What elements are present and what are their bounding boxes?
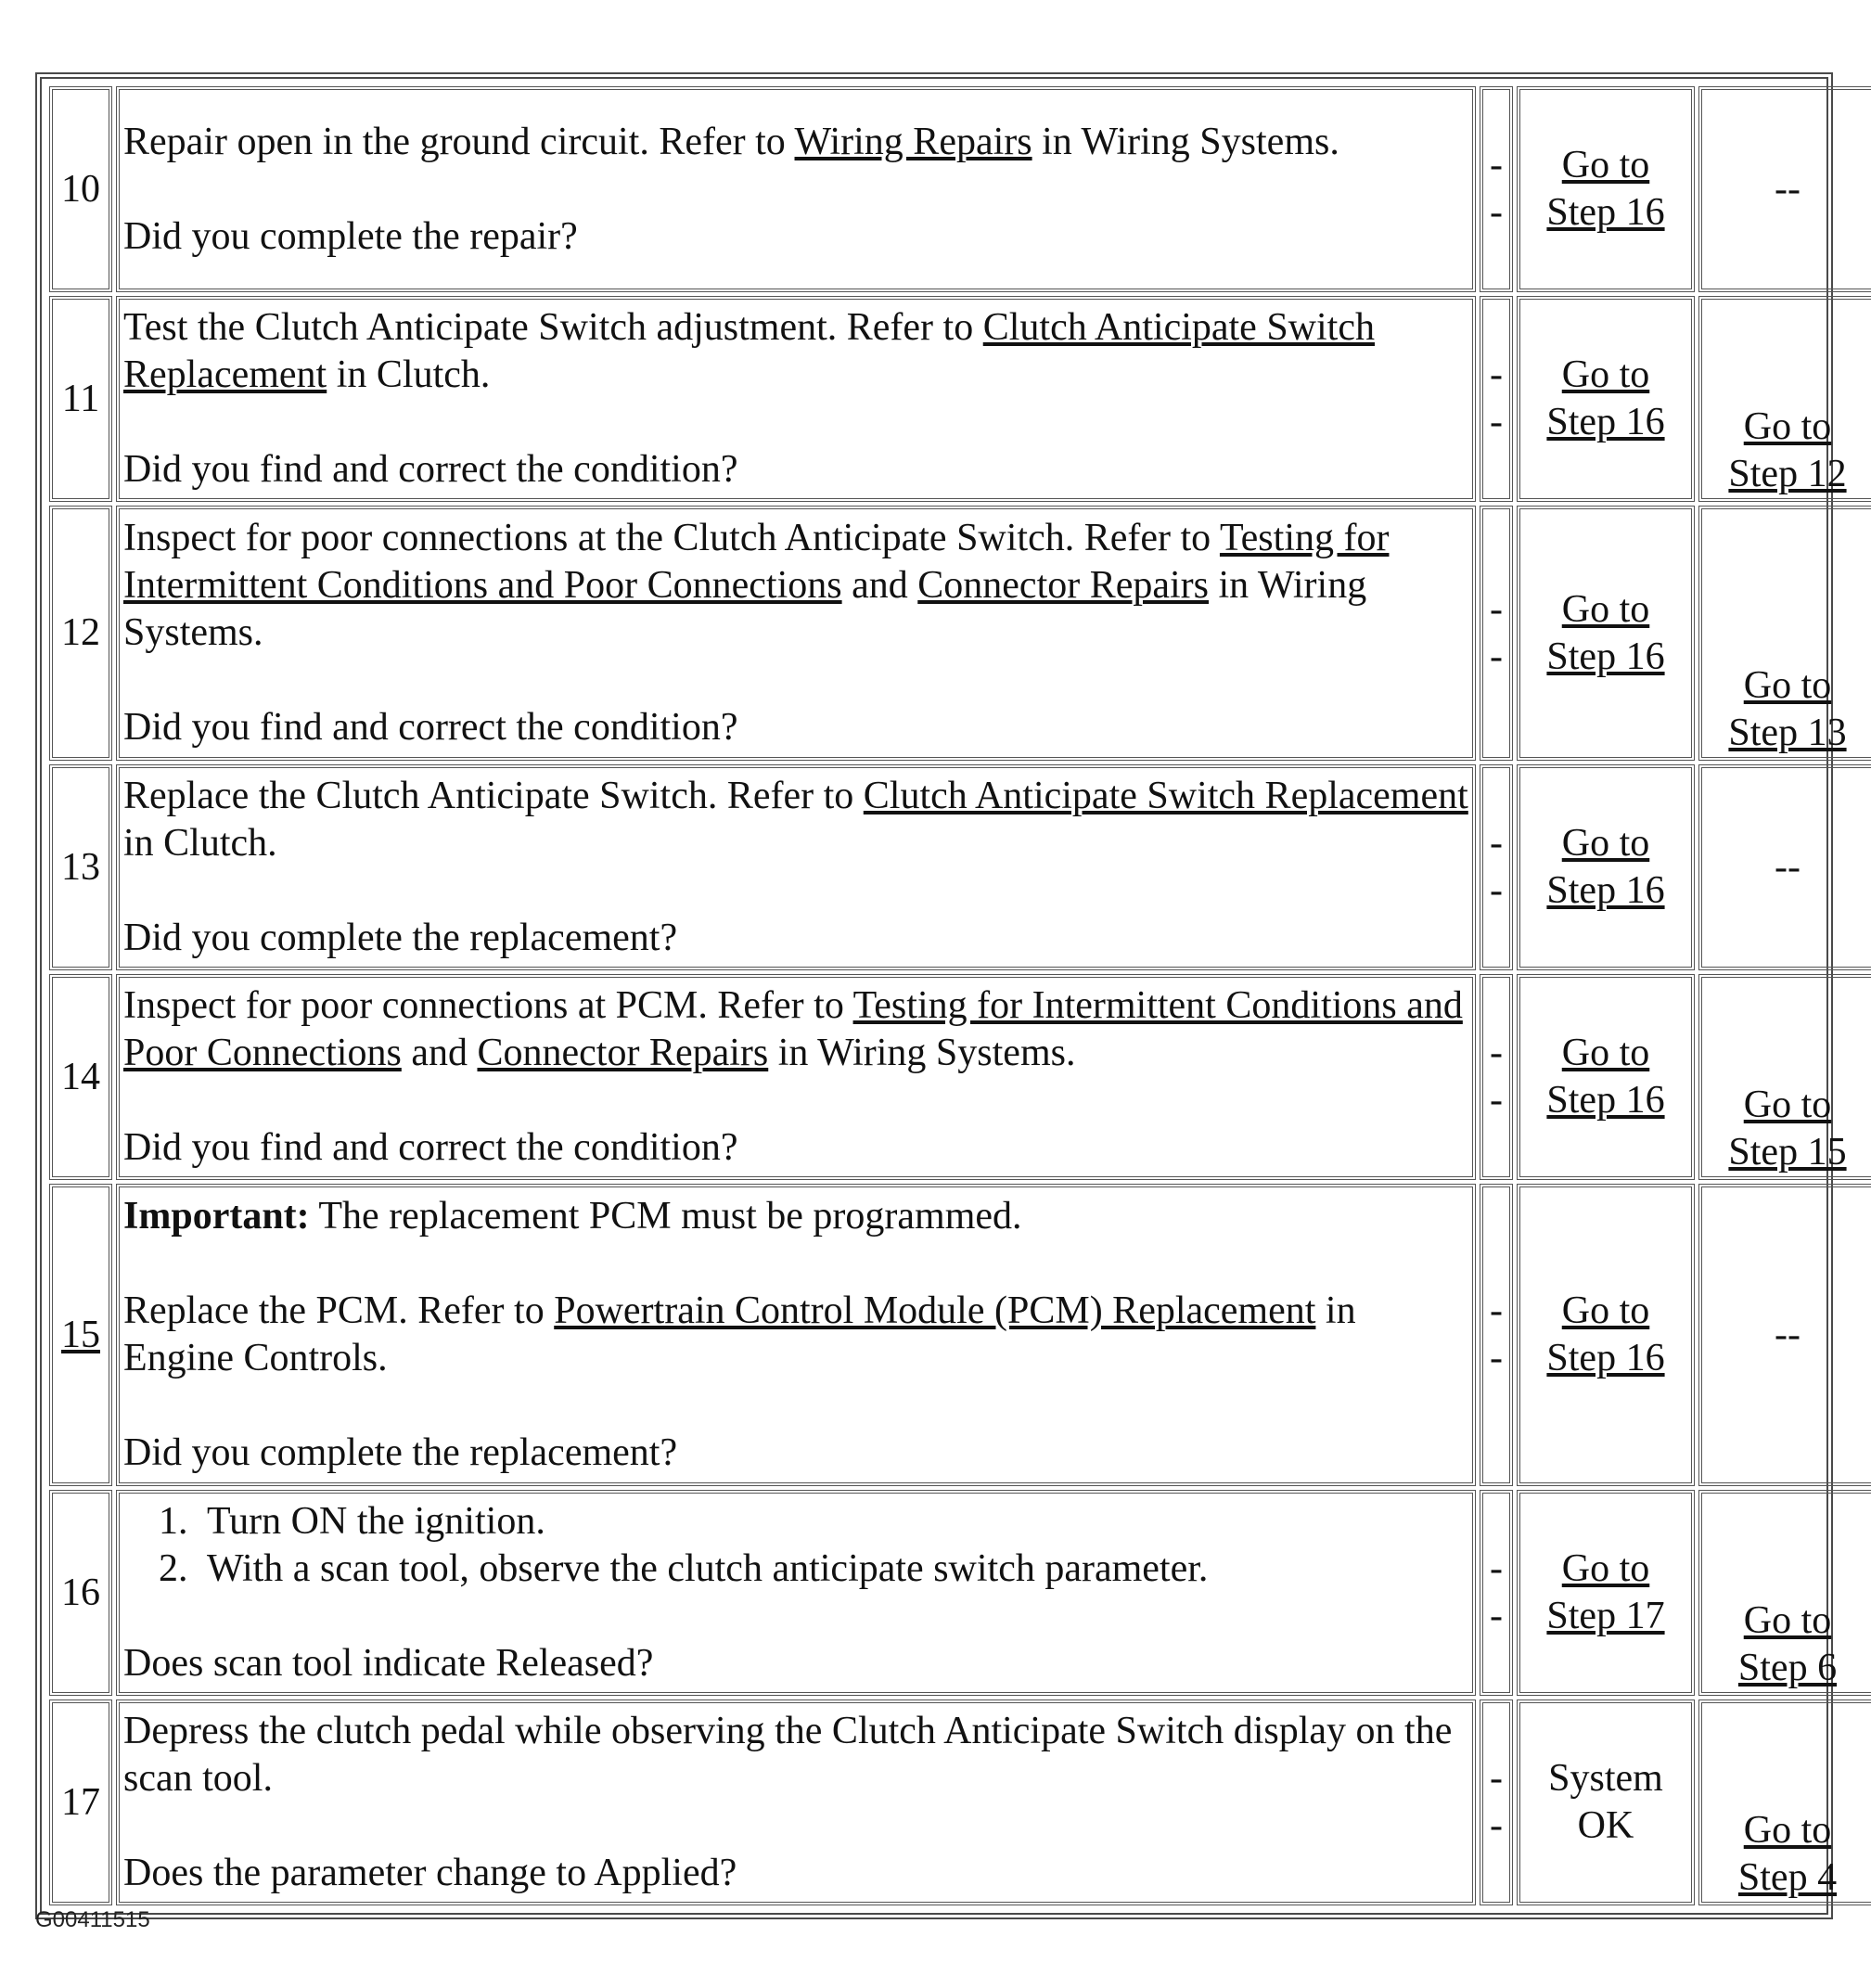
- connector-repairs-link[interactable]: Connector Repairs: [917, 564, 1210, 607]
- step-number[interactable]: 15: [49, 1184, 112, 1486]
- wiring-repairs-link[interactable]: Wiring Repairs: [794, 120, 1032, 163]
- important-note: Important: The replacement PCM must be programmed.: [123, 1195, 1022, 1238]
- question-text: Did you complete the replacement?: [123, 1431, 678, 1474]
- yes-cell[interactable]: Go to Step 17: [1517, 1490, 1695, 1696]
- list-item: 1. Turn ON the ignition.: [198, 1498, 1468, 1546]
- question-text: Did you complete the repair?: [123, 214, 578, 258]
- table-row: [49, 1184, 1871, 1486]
- question-text: Does scan tool indicate Released?: [123, 1642, 654, 1685]
- value-cell: - -: [1480, 506, 1513, 761]
- no-cell: --: [1698, 86, 1871, 292]
- value-cell: - -: [1480, 1699, 1513, 1905]
- diagnostic-steps-table: [45, 83, 1871, 1909]
- figure-id: G00411515: [35, 1907, 150, 1932]
- yes-cell[interactable]: Go to Step 16: [1517, 506, 1695, 761]
- table-row: [49, 296, 1871, 502]
- action-cell: [116, 1490, 1476, 1696]
- step-number: 10: [49, 86, 112, 292]
- step-number: 11: [49, 296, 112, 502]
- yes-cell[interactable]: Go to Step 16: [1517, 764, 1695, 970]
- no-cell: --: [1698, 764, 1871, 970]
- table-row: [49, 506, 1871, 761]
- value-cell: - -: [1480, 86, 1513, 292]
- table-row: [49, 1490, 1871, 1696]
- question-text: Did you find and correct the condition?: [123, 706, 738, 749]
- action-cell: Test the Clutch Anticipate Switch adjustment. Refer to Clutch Anticipate Switch Replacement in Clutch. Did you find and correct the condition?: [116, 296, 1476, 502]
- pcm-replacement-link[interactable]: Powertrain Control Module (PCM) Replacement: [554, 1289, 1316, 1332]
- step-number: 14: [49, 974, 112, 1180]
- diagnostic-table-frame: [35, 72, 1847, 1919]
- step-number: 12: [49, 506, 112, 761]
- yes-cell[interactable]: Go to Step 16: [1517, 86, 1695, 292]
- no-cell[interactable]: Go to Step 13: [1698, 506, 1871, 761]
- question-text: Did you find and correct the condition?: [123, 448, 738, 491]
- value-cell: - -: [1480, 764, 1513, 970]
- table-row: [49, 974, 1871, 1180]
- action-cell: Inspect for poor connections at the Clutch Anticipate Switch. Refer to Testing for Intermittent Conditions and Poor Connections and Connector Repairs in Wiring Systems. Did you find and correct the condition?: [116, 506, 1476, 761]
- instruction-list: [123, 1498, 1468, 1593]
- no-cell[interactable]: Go to Step 15: [1698, 974, 1871, 1180]
- question-text: Did you complete the replacement?: [123, 917, 678, 959]
- testing-intermittent-link[interactable]: Testing for Intermittent Conditions and Poor Connections: [123, 517, 1390, 607]
- value-cell: - -: [1480, 296, 1513, 502]
- action-cell: Replace the Clutch Anticipate Switch. Refer to Clutch Anticipate Switch Replacement in Clutch. Did you complete the replacement?: [116, 764, 1476, 970]
- value-cell: - -: [1480, 1490, 1513, 1696]
- action-cell: Depress the clutch pedal while observing the Clutch Anticipate Switch display on the scan tool. Does the parameter change to Applied?: [116, 1699, 1476, 1905]
- connector-repairs-link[interactable]: Connector Repairs: [477, 1032, 769, 1074]
- no-cell[interactable]: Go to Step 6: [1698, 1490, 1871, 1696]
- no-cell[interactable]: Go to Step 4: [1698, 1699, 1871, 1905]
- no-cell[interactable]: Go to Step 12: [1698, 296, 1871, 502]
- action-cell: Repair open in the ground circuit. Refer to Wiring Repairs in Wiring Systems. Did you complete the repair?: [116, 86, 1476, 292]
- yes-cell[interactable]: Go to Step 16: [1517, 974, 1695, 1180]
- value-cell: - -: [1480, 974, 1513, 1180]
- step-number: 13: [49, 764, 112, 970]
- yes-cell: System OK: [1517, 1699, 1695, 1905]
- table-row: [49, 86, 1871, 292]
- question-text: Does the parameter change to Applied?: [123, 1852, 737, 1894]
- table-row: [49, 1699, 1871, 1905]
- yes-cell[interactable]: Go to Step 16: [1517, 1184, 1695, 1486]
- step-number: 17: [49, 1699, 112, 1905]
- question-text: Did you find and correct the condition?: [123, 1126, 738, 1169]
- list-item: 2. With a scan tool, observe the clutch anticipate switch parameter.: [198, 1546, 1468, 1593]
- no-cell: --: [1698, 1184, 1871, 1486]
- step-number: 16: [49, 1490, 112, 1696]
- table-row: [49, 764, 1871, 970]
- clutch-anticipate-switch-replacement-link[interactable]: Clutch Anticipate Switch Replacement: [123, 306, 1375, 396]
- clutch-anticipate-switch-replacement-link[interactable]: Clutch Anticipate Switch Replacement: [863, 775, 1468, 817]
- yes-cell[interactable]: Go to Step 16: [1517, 296, 1695, 502]
- action-cell: Inspect for poor connections at PCM. Refer to Testing for Intermittent Conditions and Poor Connections and Connector Repairs in Wiring Systems. Did you find and correct the condition?: [116, 974, 1476, 1180]
- action-cell: Important: The replacement PCM must be programmed. Replace the PCM. Refer to Powertrain Control Module (PCM) Replacement in Engine Controls. Did you complete the replacement?: [116, 1184, 1476, 1486]
- testing-intermittent-link[interactable]: Testing for Intermittent Conditions and Poor Connections: [123, 984, 1463, 1074]
- value-cell: - -: [1480, 1184, 1513, 1486]
